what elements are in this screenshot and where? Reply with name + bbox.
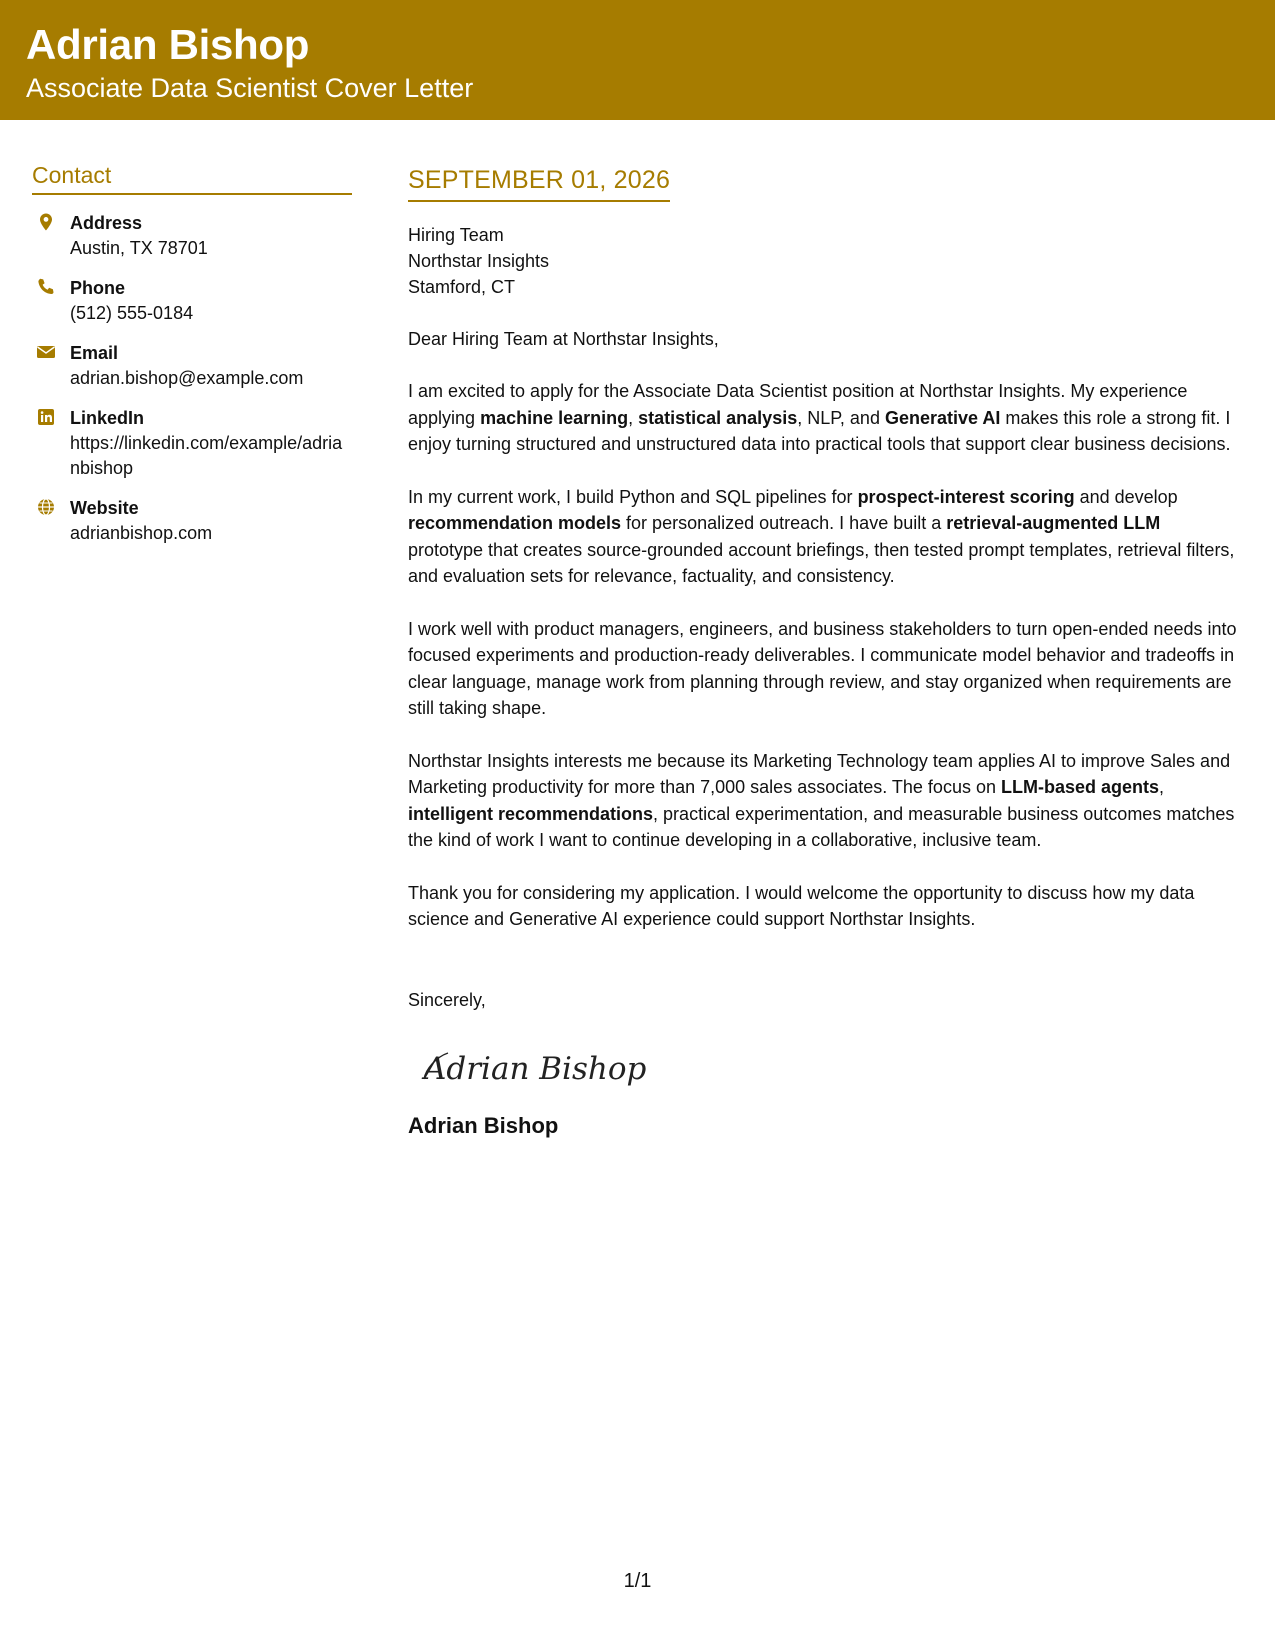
paragraph-text: Thank you for considering my application. I would welcome the opportunity to discuss how my data science and Generative AI experience could support Northstar Insights. — [408, 882, 1195, 929]
letter-paragraph — [408, 880, 1240, 933]
emphasis-text: prospect-interest scoring — [857, 486, 1075, 507]
contact-value: Austin, TX 78701 — [70, 238, 208, 258]
paragraph-text: , — [628, 407, 639, 428]
paragraph-text: , — [1159, 777, 1165, 797]
letter-date: SEPTEMBER 01, 2026 — [408, 166, 670, 202]
recipient-block — [408, 222, 1240, 300]
paragraph-text: I am excited to apply for the Associate Data Scientist position at Northstar Insights. My experience applying — [408, 381, 1188, 428]
contact-label: Website — [70, 498, 139, 518]
contact-label: Email — [70, 343, 119, 363]
contact-website — [32, 496, 352, 546]
contact-sidebar — [32, 162, 352, 561]
contact-address — [32, 211, 352, 261]
letter-paragraph — [408, 378, 1240, 458]
letter-body — [408, 166, 1240, 1139]
recipient-line: Hiring Team — [408, 225, 504, 245]
letter-paragraph — [408, 484, 1240, 590]
phone-icon — [36, 277, 56, 297]
contact-value: adrianbishop.com — [70, 523, 213, 543]
envelope-icon — [36, 342, 56, 362]
contact-value: (512) 555-0184 — [70, 303, 194, 323]
globe-icon — [36, 497, 56, 517]
contact-label: LinkedIn — [70, 408, 145, 428]
page-number: 1/1 — [623, 1570, 652, 1592]
salutation: Dear Hiring Team at Northstar Insights, — [408, 329, 719, 349]
emphasis-text: machine learning — [480, 407, 629, 428]
emphasis-text: LLM-based agents — [1000, 777, 1160, 797]
svg-text:Adrian Bishop: Adrian Bishop — [424, 1050, 647, 1087]
recipient-line: Northstar Insights — [408, 251, 550, 271]
contact-label: Address — [70, 213, 143, 233]
contact-email — [32, 341, 352, 391]
contact-section-title: Contact — [32, 162, 352, 195]
emphasis-text: recommendation models — [408, 513, 622, 533]
header-banner — [0, 0, 1275, 120]
closing: Sincerely, — [408, 989, 486, 1010]
paragraph-text: In my current work, I build Python and SQL pipelines for — [408, 486, 858, 507]
paragraph-text: , practical experimentation, and measurable business outcomes matches the kind of work I want to continue developing in a collaborative, inclusive team. — [408, 803, 1235, 850]
emphasis-text: statistical analysis — [638, 407, 798, 428]
paragraph-text: prototype that creates source-grounded account briefings, then tested prompt templates, retrieval filters, and evaluation sets for relevance, factuality, and consistency. — [408, 539, 1235, 586]
paragraph-text: and develop — [1074, 486, 1178, 507]
letter-paragraph — [408, 616, 1240, 722]
letter-paragraph — [408, 748, 1240, 854]
paragraph-text: I work well with product managers, engineers, and business stakeholders to turn open-ended needs into focused experiments and production-ready deliverables. I communicate model behavior and tradeoffs in clear language, manage work from planning through review, and stay organized when requirements are still taking shape. — [408, 618, 1237, 718]
contact-phone — [32, 276, 352, 326]
paragraph-text: for personalized outreach. I have built a — [621, 513, 947, 533]
contact-linkedin — [32, 406, 352, 481]
contact-value: adrian.bishop@example.com — [70, 368, 304, 388]
paragraph-text: makes this role a strong fit. I enjoy turning structured and unstructured data into practical tools that support clear business decisions. — [408, 407, 1231, 454]
contact-value: https://linkedin.com/example/adrianbishop — [70, 433, 343, 478]
signer-name: Adrian Bishop — [408, 1112, 559, 1138]
emphasis-text: retrieval-augmented LLM — [946, 513, 1161, 533]
document-subtitle: Associate Data Scientist Cover Letter — [26, 73, 474, 103]
contact-label: Phone — [70, 278, 126, 298]
emphasis-text: Generative AI — [884, 407, 1001, 428]
handwritten-signature — [420, 1043, 660, 1093]
linkedin-icon — [36, 407, 56, 427]
recipient-line: Stamford, CT — [408, 277, 516, 297]
paragraph-text: , NLP, and — [797, 407, 885, 428]
applicant-name: Adrian Bishop — [26, 21, 310, 68]
map-pin-icon — [36, 212, 56, 232]
paragraph-text: Northstar Insights interests me because its Marketing Technology team applies AI to improve Sales and Marketing productivity for more than 7,000 sales associates. The focus on — [408, 750, 1231, 797]
emphasis-text: intelligent recommendations — [408, 803, 654, 824]
